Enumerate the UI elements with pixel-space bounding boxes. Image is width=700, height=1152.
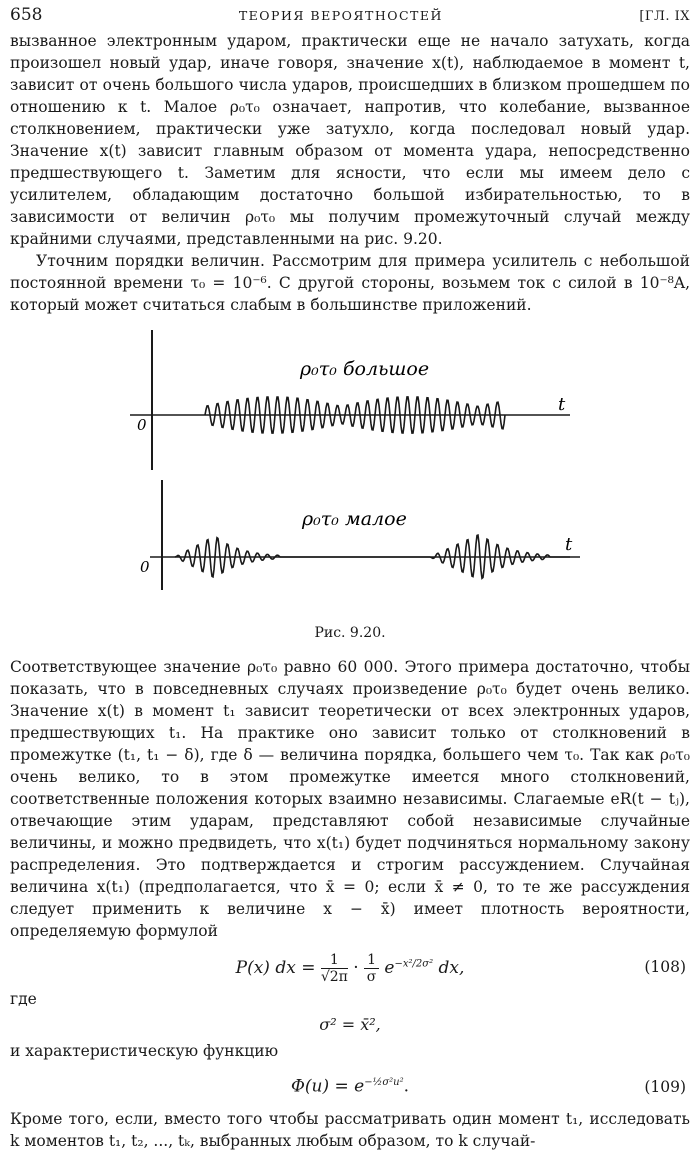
paragraph: вызванное электронным ударом, практически еще не начало затухать, когда произошел новый удар, иначе говоря, значение x(t), наблюдаемое в момент t, зависит от очень большого числа ударов, происшедших в близком прошедшем по отношению к t. Малое ρ₀τ₀ означает, напротив, что колебание, вызванное столкновением, практически уже затухло, когда последовал новый удар. Значение x(t) зависит главным образом от момента удара, непосредственно предшествующего t. Заметим для ясности, что если мы имеем дело с усилителем, обладающим достаточно большой избирательностью, то в зависимости от величин ρ₀τ₀ мы получим промежуточный случай между крайними случаями, представленными на рис. 9.20. — [10, 32, 690, 248]
paragraph: Уточним порядки величин. Рассмотрим для примера усилитель с небольшой постоянной времени τ₀ = 10⁻⁶. С другой стороны, возьмем ток с силой в 10⁻⁸A, который может считаться слабым в большинстве приложений. — [10, 252, 690, 314]
eq108-number: (108) — [644, 958, 686, 976]
eq108-tail: dx, — [438, 958, 465, 978]
eq108-exp-base: e — [384, 958, 395, 978]
page — [10, 4, 690, 1152]
sigma-definition: σ² = x̄², — [319, 1015, 381, 1034]
paragraph: Соответствующее значение ρ₀τ₀ равно 60 000. Этого примера достаточно, чтобы показать, что в повседневных случаях произведение ρ₀τ₀ будет очень велико. Значение x(t) в момент t₁ зависит теоретически от всех электронных ударов, предшествующих t₁. На практике оно зависит только от столкновений в промежутке (t₁, t₁ − δ), где δ — величина порядка, большего чем τ₀. Так как ρ₀τ₀ очень велико, то в этом промежутке имеется много столкновений, соответственные положения которых взаимно независимы. Слагаемые eR(t − tⱼ), отвечающие этим ударам, представляют собой независимые случайные величины, и можно предвидеть, что x(t₁) будет подчиняться нормальному закону распределения. Это подтверждается и строгим рассуждением. Случайная величина x(t₁) (предполагается, что x̄ = 0; если x̄ ≠ 0, то те же рассуждения следует применить к величине x − x̄) имеет плотность вероятности, определяемую формулой — [10, 658, 690, 940]
page-header — [10, 4, 690, 30]
char-func-label: и характеристическую функцию — [10, 1042, 279, 1060]
eq109-tail: . — [403, 1076, 410, 1097]
eq108-frac2 — [364, 952, 379, 985]
eq108-frac2-den: σ — [366, 969, 377, 985]
eq108-dot: · — [353, 958, 365, 978]
bottom-axis-t: t — [565, 534, 573, 555]
bottom-wave — [175, 535, 570, 578]
eq109-number: (109) — [644, 1078, 686, 1096]
eq109-lhs: Φ(u) = e — [290, 1076, 365, 1097]
equation-109 — [10, 1062, 690, 1108]
oscillation-diagram — [10, 320, 690, 620]
eq108-frac2-num: 1 — [364, 952, 379, 969]
eq108-exponent: −x²/2σ² — [394, 958, 434, 970]
eq108-frac1-den: √2π — [320, 969, 348, 985]
top-label: ρ₀τ₀ большое — [300, 358, 430, 380]
where-label: где — [10, 990, 37, 1008]
bottom-label: ρ₀τ₀ малое — [302, 508, 407, 530]
paragraph: Кроме того, если, вместо того чтобы рассматривать один момент t₁, исследовать k моментов t₁, t₂, ..., tₖ, выбранных любым образом, то k случай- — [10, 1110, 690, 1150]
eq109-exponent: −½σ²u² — [364, 1077, 404, 1088]
equation-108 — [10, 942, 690, 988]
eq108-frac1 — [321, 952, 348, 985]
top-axis-t: t — [558, 394, 566, 415]
figure-caption: Рис. 9.20. — [314, 625, 386, 641]
page-number: 658 — [10, 5, 43, 25]
running-title: ТЕОРИЯ ВЕРОЯТНОСТЕЙ — [238, 8, 443, 23]
eq108-lhs: P(x) dx = — [235, 958, 321, 978]
figure-9-20 — [10, 320, 690, 620]
chapter-label: [ГЛ. IX — [639, 9, 690, 24]
eq108-frac1-num: 1 — [321, 952, 348, 969]
top-axis-zero: 0 — [137, 416, 147, 434]
top-wave — [205, 397, 505, 433]
bottom-axis-zero: 0 — [140, 558, 150, 576]
